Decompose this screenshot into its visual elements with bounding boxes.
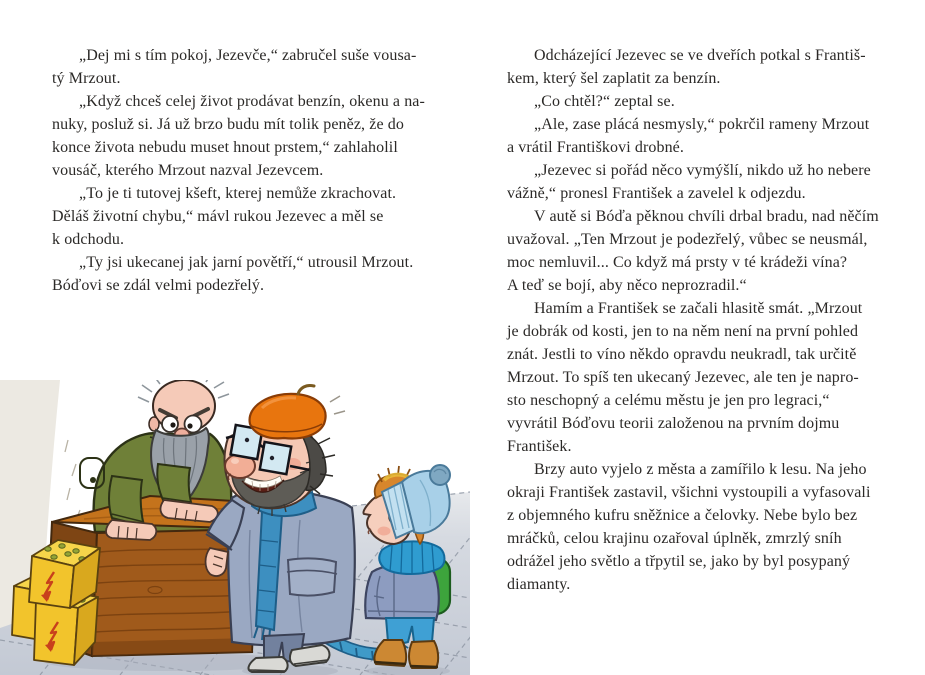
- left-page-text: [52, 44, 476, 297]
- paragraph: Brzy auto vyjelo z města a zamířilo k lesu. Na jeho okraji František zastavil, všichni vystoupili a vyfasovali z objemného kufru sněžnice a čelovky. Nebe bylo bez mráčků, celou krajinu ozařoval úplněk, zmrzlý sníh odrážel jeho světlo a třpytil se, jako by byl posypaný diamanty.: [507, 461, 871, 593]
- paragraph: „Co chtěl?“ zeptal se.: [534, 93, 675, 110]
- paragraph: „To je ti tutovej kšeft, kterej nemůže zkrachovat. Děláš životní chybu,“ mávl rukou Jezevec a měl se k odchodu.: [52, 185, 397, 248]
- paragraph: „Ty jsi ukecanej jak jarní povětří,“ utrousil Mrzout. Bóďovi se zdál velmi podezřelý.: [52, 254, 414, 294]
- paragraph: „Když chceš celej život prodávat benzín, okenu a na- nuky, posluž si. Já už brzo budu mít tolik peněz, že do konce života nebudu muset hnout prstem,“ zahlaholil vousáč, kterého Mrzout nazval Jezevcem.: [52, 93, 425, 179]
- paragraph: „Dej mi s tím pokoj, Jezevče,“ zabručel suše vousa- tý Mrzout.: [52, 47, 417, 87]
- right-page-text: [507, 44, 925, 596]
- paragraph: Hamím a František se začali hlasitě smát. „Mrzout je dobrák od kosti, jen to na něm není na první pohled znát. Jestli to víno někdo opravdu neukradl, tak určitě Mrzout. To spíš ten ukecaný Jezevec, ale ten je napro- sto neschopný a celému městu je jen pro legraci,“ vyvrátil Bóďovu teorii založenou na prvním dojmu František.: [507, 300, 863, 455]
- pompom: [430, 465, 450, 485]
- paragraph: „Jezevec si pořád něco vymýšlí, nikdo už ho nebere vážně,“ pronesl František a zavelel k odjezdu.: [507, 162, 871, 202]
- paragraph: Odcházející Jezevec se ve dveřích potkal s Františ- kem, který šel zaplatit za benzín.: [507, 47, 866, 87]
- boot: [409, 641, 438, 668]
- paragraph: V autě si Bóďa pěknou chvíli drbal bradu, nad něčím uvažoval. „Ten Mrzout je podezřelý, vůbec se neusmál, moc nemluvil... Co když má prsty v té krádeži vína? A teď se bojí, aby něco neprozradil.“: [507, 208, 879, 294]
- paragraph: „Ale, zase plácá nesmysly,“ pokrčil rameny Mrzout a vrátil Františkovi drobné.: [507, 116, 870, 156]
- story-illustration: [0, 380, 470, 675]
